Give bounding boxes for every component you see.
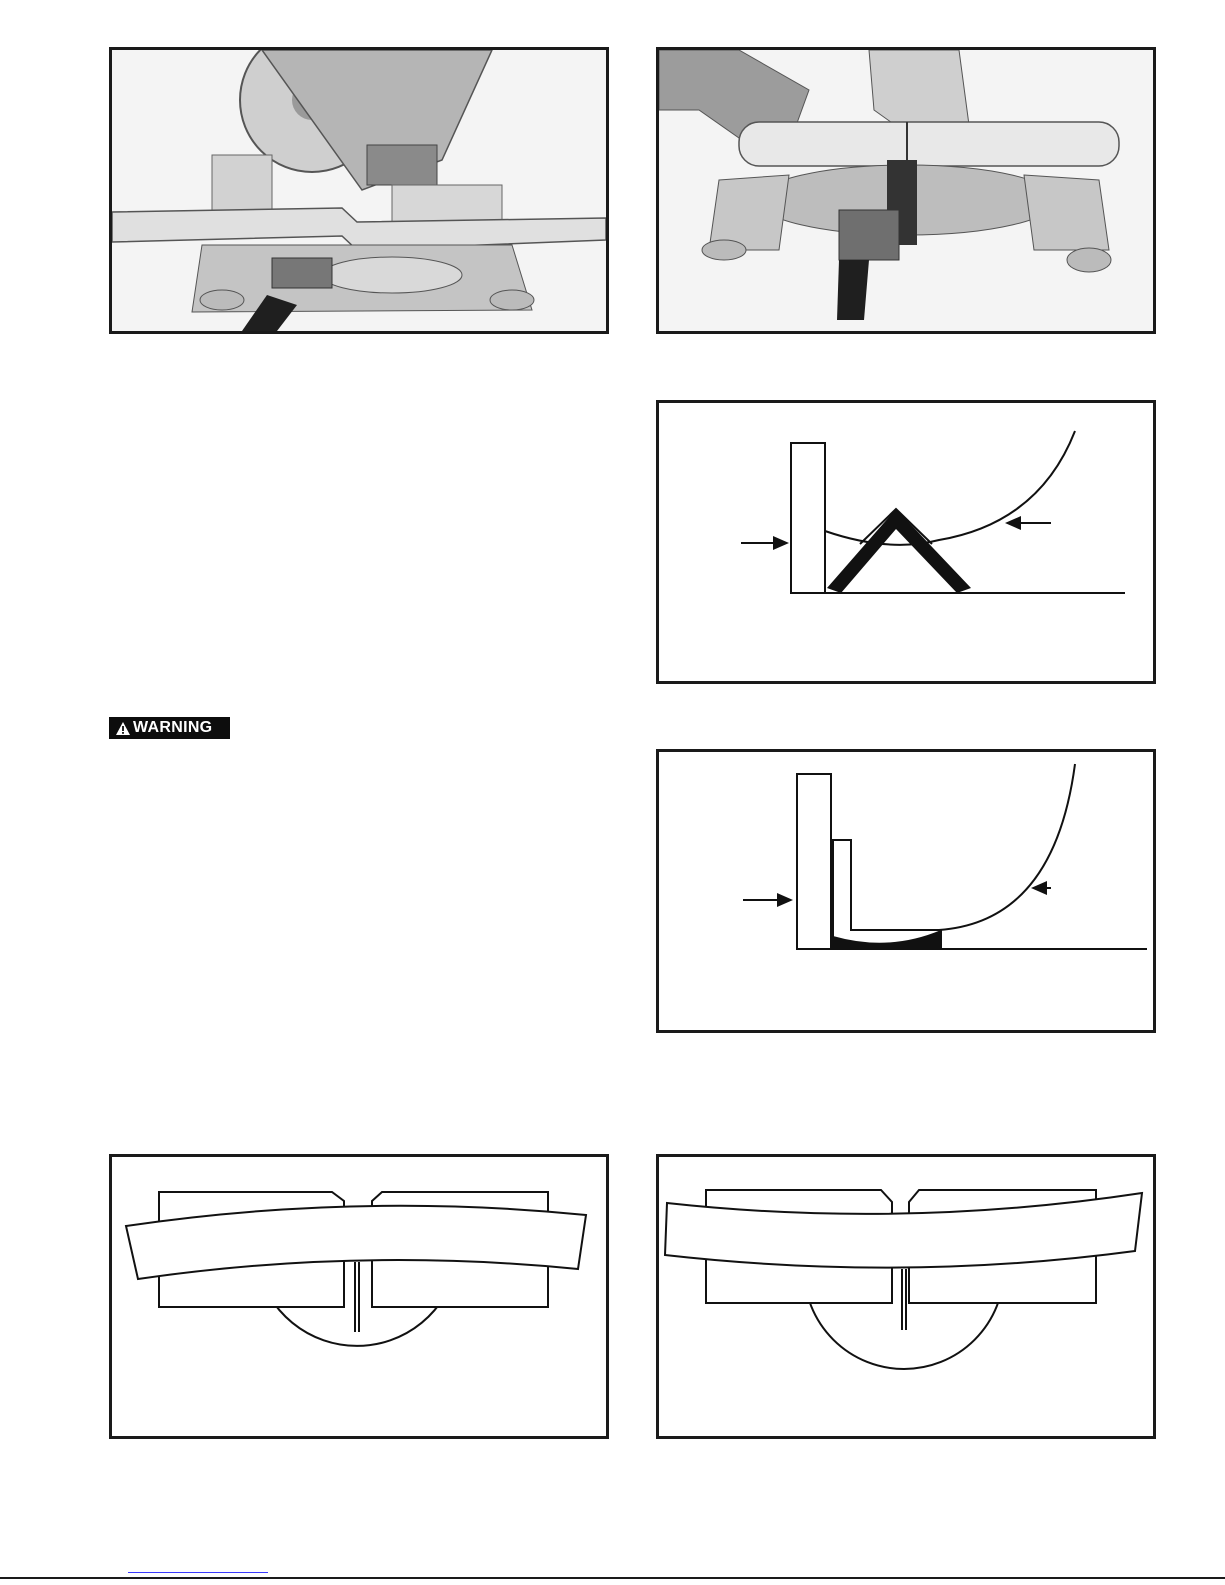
figure-bowed-workpiece-ends bbox=[656, 1154, 1156, 1439]
bowed-workpiece-drawing-2 bbox=[659, 1157, 1153, 1436]
warning-badge bbox=[109, 717, 230, 739]
crown-molding-drawing bbox=[659, 403, 1153, 681]
footer-link-underline[interactable] bbox=[128, 1572, 268, 1573]
figure-photo-miter-saw-crown-molding bbox=[109, 47, 609, 334]
molding-profile bbox=[827, 509, 971, 593]
warning-label: WARNING bbox=[133, 719, 213, 736]
arrow-right-icon bbox=[1031, 881, 1051, 895]
blade-arc bbox=[825, 431, 1075, 545]
fence bbox=[791, 443, 825, 593]
miter-saw-photo-2 bbox=[659, 50, 1153, 331]
arrow-right-icon bbox=[1005, 516, 1051, 530]
bowed-workpiece-drawing-1 bbox=[112, 1157, 606, 1436]
figure-crown-molding-diagram bbox=[656, 400, 1156, 684]
arrow-left-icon bbox=[741, 536, 789, 550]
fence bbox=[797, 774, 831, 949]
warning-triangle-icon bbox=[115, 721, 131, 736]
miter-saw-photo-1 bbox=[112, 50, 606, 331]
base-molding-drawing bbox=[659, 752, 1153, 1030]
arrow-left-icon bbox=[743, 893, 793, 907]
blade-arc bbox=[851, 764, 1075, 930]
figure-bowed-workpiece-center bbox=[109, 1154, 609, 1439]
figure-base-molding-diagram bbox=[656, 749, 1156, 1033]
figure-photo-miter-saw-pipe bbox=[656, 47, 1156, 334]
footer-rule bbox=[0, 1577, 1225, 1579]
molding-profile bbox=[833, 840, 941, 949]
